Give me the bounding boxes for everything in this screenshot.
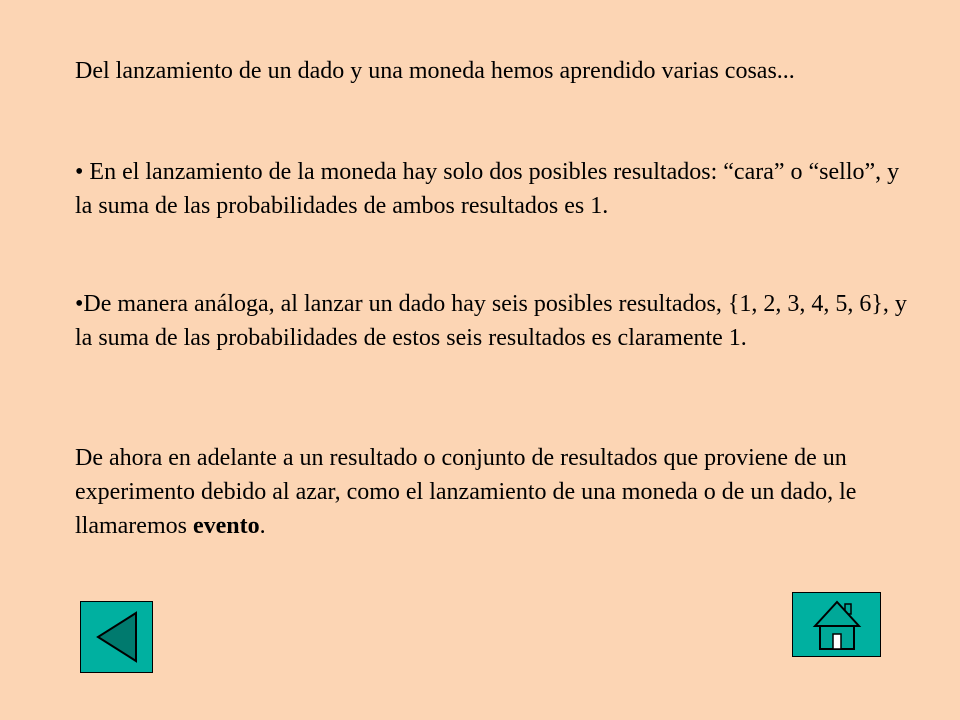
definition-suffix: .	[259, 513, 266, 539]
home-button[interactable]	[792, 592, 881, 657]
back-button[interactable]	[80, 601, 153, 673]
house-icon	[793, 593, 880, 656]
bullet-die: •De manera análoga, al lanzar un dado hay seis posibles resultados, {1, 2, 3, 4, 5, 6}, y la suma de las probabilidades de estos seis resultados es claramente 1.	[75, 291, 907, 351]
bullet-coin: • En el lanzamiento de la moneda hay solo dos posibles resultados: “cara” o “sello”, y la suma de las probabilidades de ambos resultados es 1.	[75, 159, 900, 219]
definition-text	[75, 441, 915, 543]
triangle-left-icon	[81, 602, 152, 672]
definition-term: evento	[192, 513, 260, 539]
definition-prefix: De ahora en adelante a un resultado o conjunto de resultados que proviene de un experimento debido al azar, como el lanzamiento de una moneda o de un dado, le llamaremos	[75, 445, 857, 539]
intro-text: Del lanzamiento de un dado y una moneda hemos aprendido varias cosas...	[75, 58, 795, 84]
